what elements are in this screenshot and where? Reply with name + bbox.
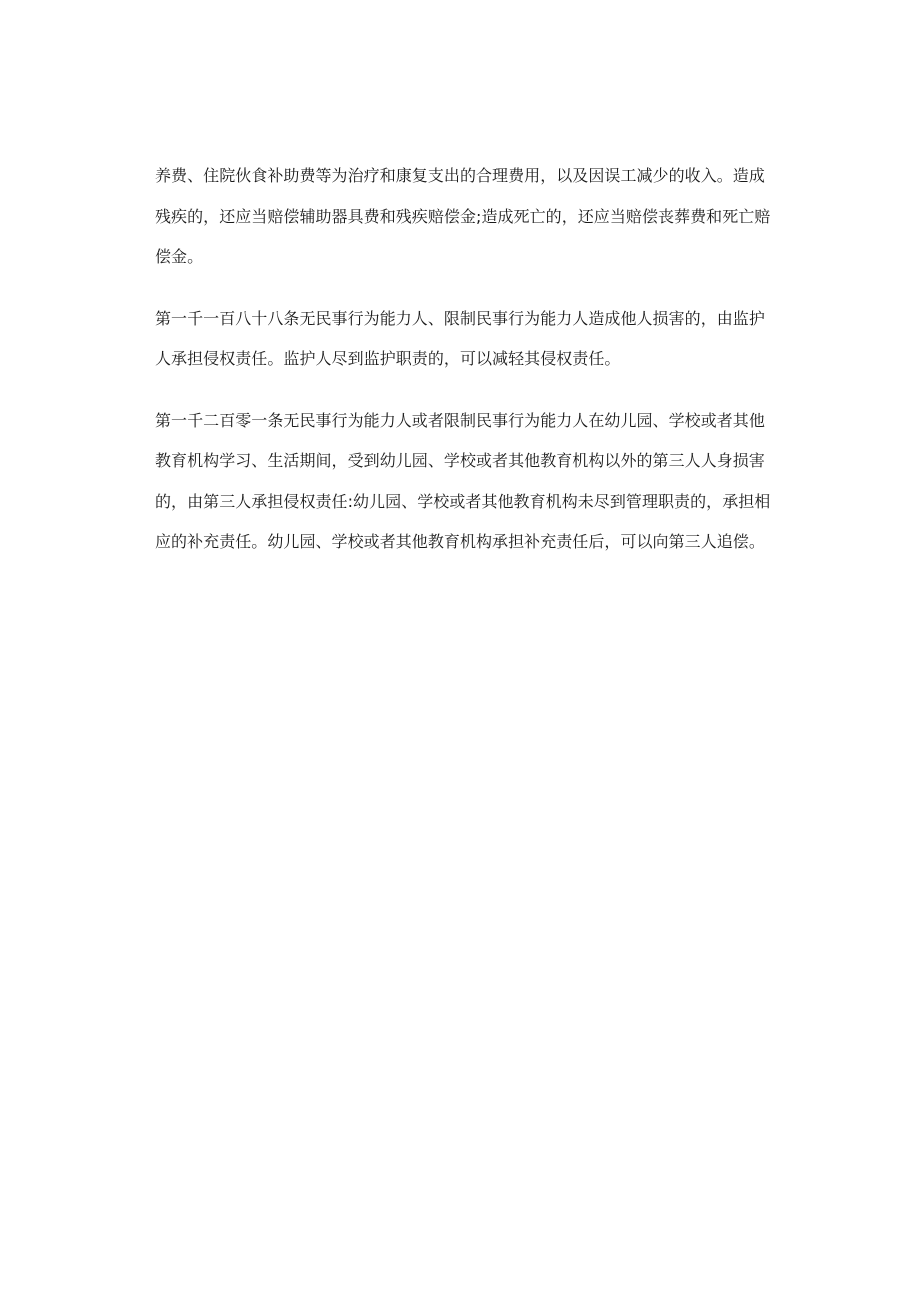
text-line: 残疾的，还应当赔偿辅助器具费和残疾赔偿金;造成死亡的，还应当赔偿丧葬费和死亡赔 — [155, 206, 771, 226]
text-line: 应的补充责任。幼儿园、学校或者其他教育机构承担补充责任后，可以向第三人追偿。 — [155, 532, 765, 551]
text-line: 教育机构学习、生活期间，受到幼儿园、学校或者其他教育机构以外的第三人人身损害 — [155, 451, 765, 470]
text-line: 第一千二百零一条无民事行为能力人或者限制民事行为能力人在幼儿园、学校或者其他 — [155, 410, 765, 430]
paragraph-article-1201 — [155, 401, 771, 563]
paragraph-compensation-items — [155, 156, 771, 278]
text-line: 偿金。 — [155, 247, 204, 266]
paragraph-article-1188 — [155, 299, 765, 380]
text-line: 养费、住院伙食补助费等为治疗和康复支出的合理费用，以及因误工减少的收入。造成 — [155, 166, 765, 185]
text-line: 人承担侵权责任。监护人尽到监护职责的，可以减轻其侵权责任。 — [155, 349, 621, 368]
document-body — [155, 156, 771, 584]
text-line: 的，由第三人承担侵权责任:幼儿园、学校或者其他教育机构未尽到管理职责的，承担相 — [155, 491, 771, 511]
text-line: 第一千一百八十八条无民事行为能力人、限制民事行为能力人造成他人损害的，由监护 — [155, 308, 765, 328]
